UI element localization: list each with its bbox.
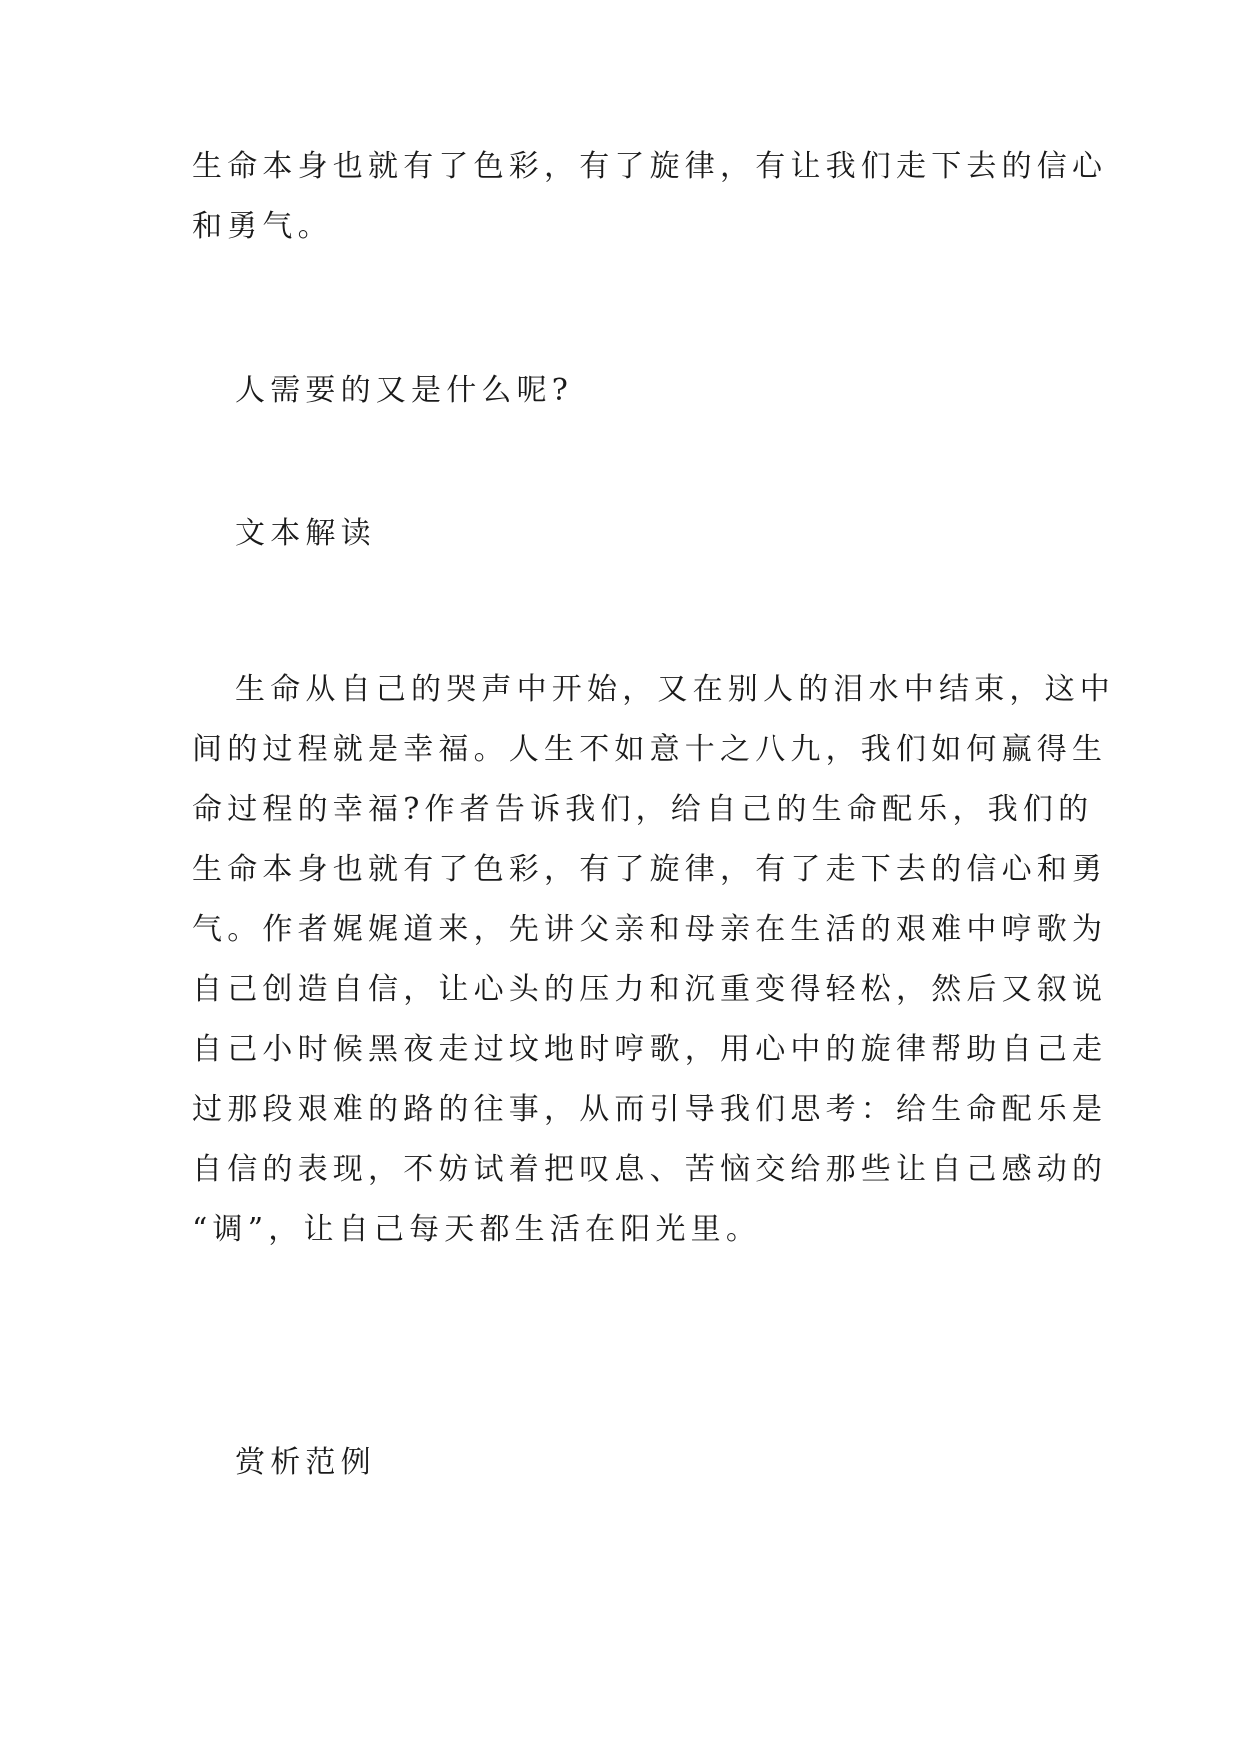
paragraph-question: 人需要的又是什么呢? — [235, 373, 574, 408]
paragraph-line: 自信的表现，不妨试着把叹息、苦恼交给那些让自己感动的 — [192, 1152, 1108, 1187]
paragraph-line: 自己小时候黑夜走过坟地时哼歌，用心中的旋律帮助自己走 — [192, 1032, 1108, 1067]
paragraph-line: 过那段艰难的路的往事，从而引导我们思考：给生命配乐是 — [192, 1092, 1108, 1127]
paragraph-line: 生命从自己的哭声中开始，又在别人的泪水中结束，这中 — [235, 672, 1115, 707]
paragraph-line: 气。作者娓娓道来，先讲父亲和母亲在生活的艰难中哼歌为 — [192, 912, 1108, 947]
section-heading-appreciation-example: 赏析范例 — [235, 1445, 376, 1480]
paragraph-line: 命过程的幸福?作者告诉我们，给自己的生命配乐，我们的 — [192, 792, 1094, 827]
paragraph-analysis — [192, 660, 1115, 1260]
paragraph-line: 和勇气。 — [192, 209, 333, 244]
paragraph-continued — [192, 137, 1108, 257]
section-heading-text-reading: 文本解读 — [235, 516, 376, 551]
paragraph-line: 生命本身也就有了色彩，有了旋律，有了走下去的信心和勇 — [192, 852, 1108, 887]
paragraph-line: “调”，让自己每天都生活在阳光里。 — [192, 1212, 762, 1247]
paragraph-line: 自己创造自信，让心头的压力和沉重变得轻松，然后又叙说 — [192, 972, 1108, 1007]
paragraph-line: 间的过程就是幸福。人生不如意十之八九，我们如何赢得生 — [192, 732, 1108, 767]
paragraph-line: 生命本身也就有了色彩，有了旋律，有让我们走下去的信心 — [192, 149, 1108, 184]
